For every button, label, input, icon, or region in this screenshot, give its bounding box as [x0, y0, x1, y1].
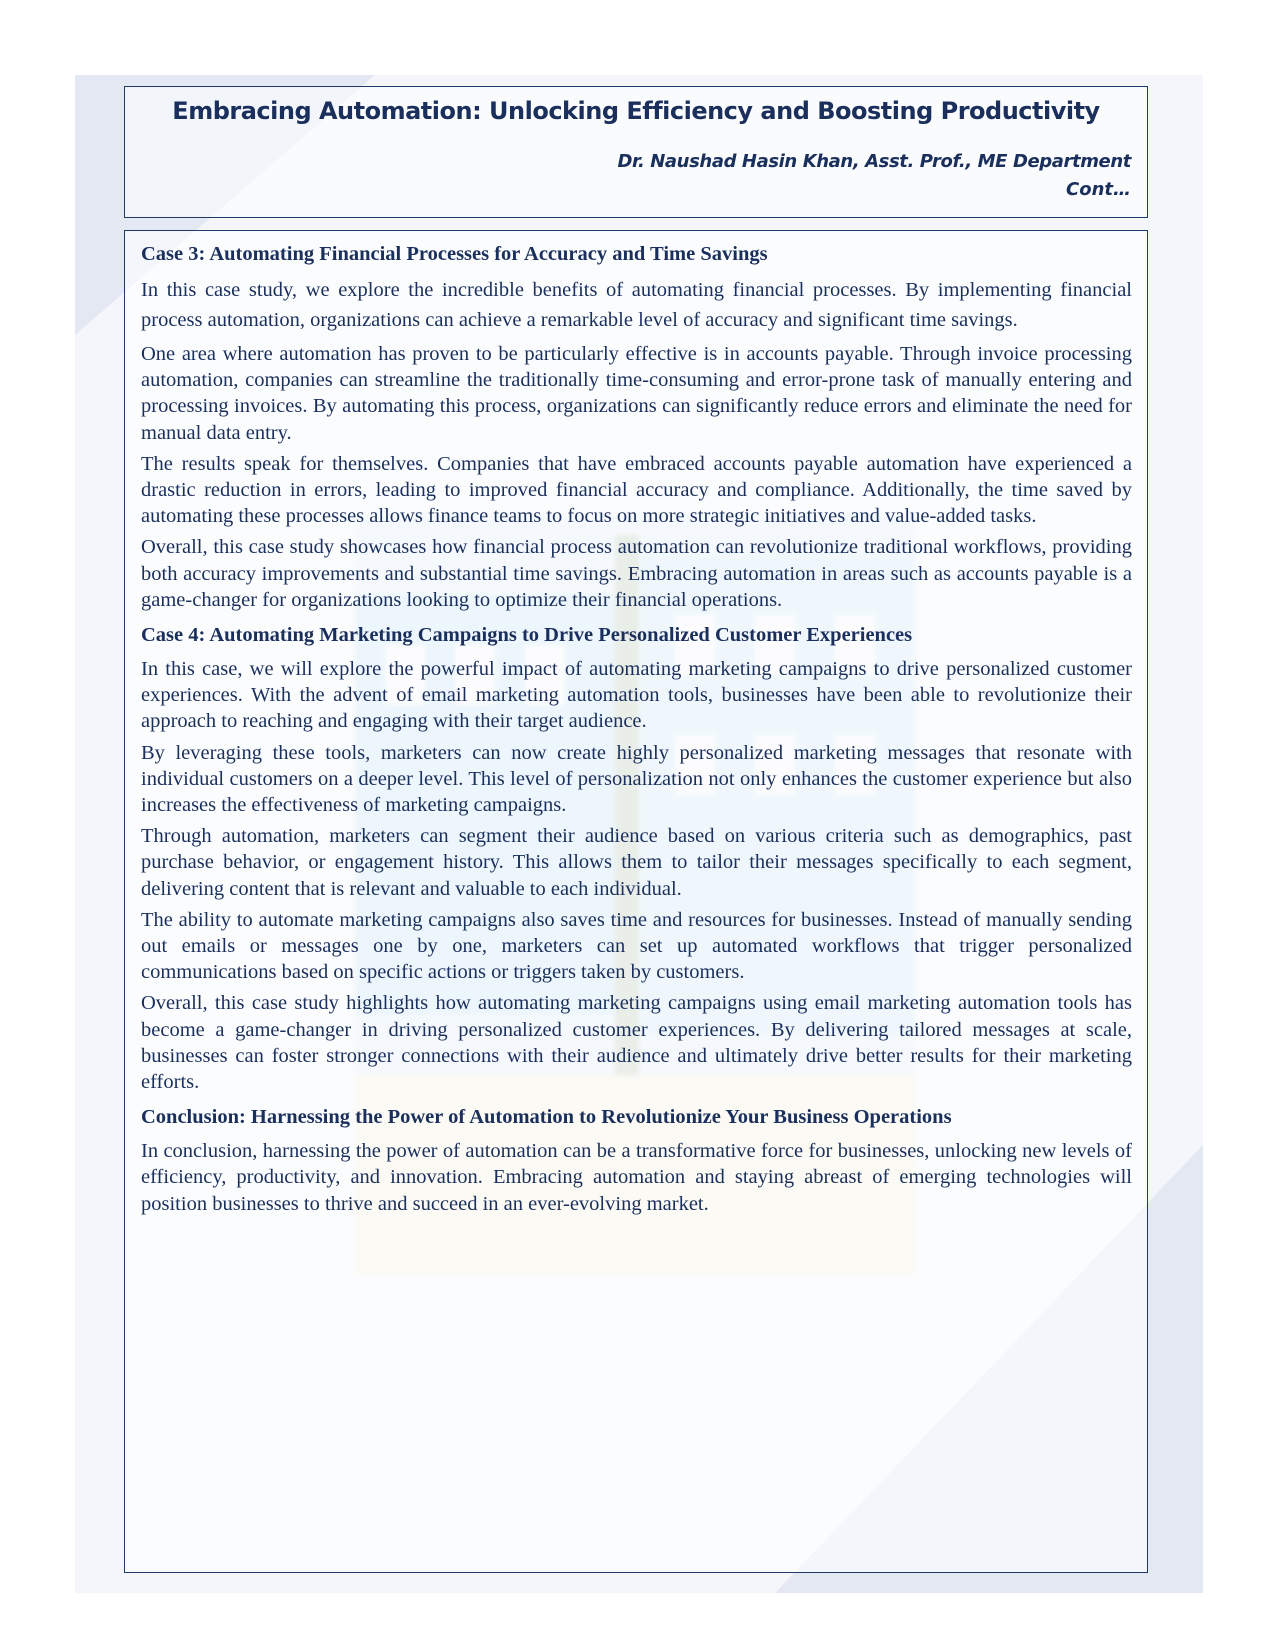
paragraph: Overall, this case study highlights how automating marketing campaigns using email marketing automation tools has become a game-changer in driving personalized customer experiences. By delivering tailored messages at scale, businesses can foster stronger connections with their audience and ultimately drive better results for their marketing efforts. — [141, 992, 1132, 1094]
author-line: Dr. Naushad Hasin Khan, Asst. Prof., ME Department — [617, 151, 1131, 172]
header-box — [124, 86, 1148, 218]
continued-label: Cont… — [1066, 179, 1131, 200]
page-title: Embracing Automation: Unlocking Efficiency and Boosting Productivity — [172, 97, 1100, 125]
content-box — [124, 230, 1148, 1573]
paragraph: By leveraging these tools, marketers can now create highly personalized marketing messages that resonate with individual customers on a deeper level. This level of personalization not only enhances the customer experience but also increases the effectiveness of marketing campaigns. — [141, 741, 1132, 817]
section-case-4 — [141, 622, 1132, 1095]
paragraph: The ability to automate marketing campaigns also saves time and resources for businesses. Instead of manually sending out emails or messages one by one, marketers can set up automated workflows that trigger personalized communications based on specific actions or triggers taken by customers. — [141, 908, 1132, 984]
section-heading: Case 4: Automating Marketing Campaigns to Drive Personalized Customer Experiences — [141, 624, 913, 647]
paragraph: One area where automation has proven to be particularly effective is in accounts payable. Through invoice processing automation, companies can streamline the traditionally time-consuming and error-prone task of manually entering and processing invoices. By automating this process, organizations can significantly reduce errors and eliminate the need for manual data entry. — [141, 343, 1132, 444]
paragraph: Through automation, marketers can segment their audience based on various criteria such as demographics, past purchase behavior, or engagement history. This allows them to tailor their messages specifically to each segment, delivering content that is relevant and valuable to each individual. — [141, 825, 1132, 900]
section-case-3 — [141, 241, 1132, 613]
section-heading: Conclusion: Harnessing the Power of Automation to Revolutionize Your Business Operations — [141, 1106, 952, 1129]
section-conclusion — [141, 1104, 1132, 1217]
paragraph: In conclusion, harnessing the power of automation can be a transformative force for businesses, unlocking new levels of efficiency, productivity, and innovation. Embracing automation and staying abreast of emerging technologies will position businesses to thrive and succeed in an ever-evolving market. — [141, 1140, 1132, 1215]
paragraph: Overall, this case study showcases how financial process automation can revolutionize traditional workflows, providing both accuracy improvements and substantial time savings. Embracing automation in areas such as accounts payable is a game-changer for organizations looking to optimize their financial operations. — [141, 536, 1132, 611]
paragraph: In this case, we will explore the powerful impact of automating marketing campaigns to drive personalized customer experiences. With the advent of email marketing automation tools, businesses have been able to revolutionize their approach to reaching and engaging with their target audience. — [141, 658, 1132, 733]
paragraph: The results speak for themselves. Companies that have embraced accounts payable automation have experienced a drastic reduction in errors, leading to improved financial accuracy and compliance. Additionally, the time saved by automating these processes allows finance teams to focus on more strategic initiatives and value-added tasks. — [141, 452, 1132, 528]
paragraph: In this case study, we explore the incredible benefits of automating financial processes. By implementing financial process automation, organizations can achieve a remarkable level of accuracy and significant time savings. — [141, 279, 1132, 331]
section-heading: Case 3: Automating Financial Processes for Accuracy and Time Savings — [141, 243, 768, 265]
